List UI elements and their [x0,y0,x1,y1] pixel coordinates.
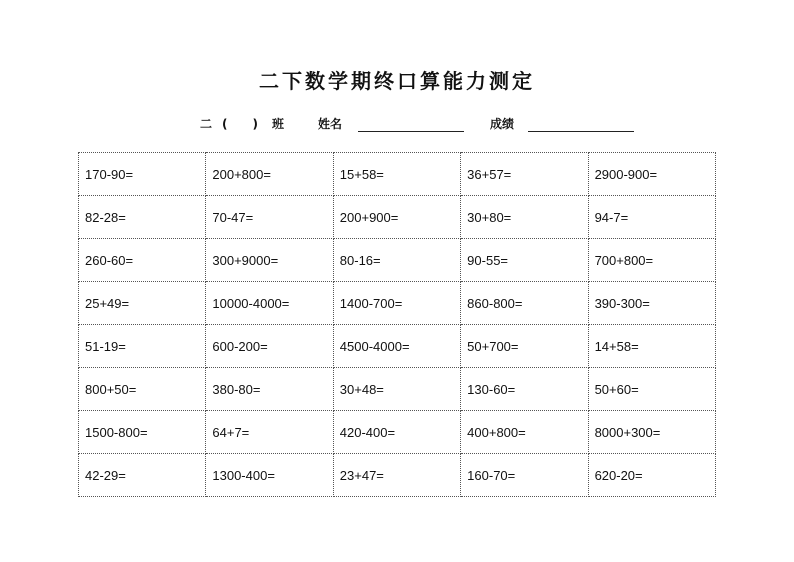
class-number-parens: ( ) [222,117,259,131]
problem-cell: 700+800= [588,239,715,282]
problem-cell: 70-47= [206,196,333,239]
problem-cell: 420-400= [333,411,460,454]
problem-cell: 380-80= [206,368,333,411]
problem-cell: 94-7= [588,196,715,239]
problem-cell: 14+58= [588,325,715,368]
problem-cell: 36+57= [461,153,588,196]
table-row [79,325,716,368]
problem-cell: 4500-4000= [333,325,460,368]
class-label: 班 [272,117,285,131]
name-label: 姓名 [318,117,343,131]
problem-cell: 400+800= [461,411,588,454]
table-row [79,282,716,325]
problem-cell: 200+900= [333,196,460,239]
problem-cell: 82-28= [79,196,206,239]
table-row [79,411,716,454]
problem-cell: 8000+300= [588,411,715,454]
problem-cell: 30+80= [461,196,588,239]
table-row [79,368,716,411]
arithmetic-problem-table [78,152,716,497]
problem-cell: 2900-900= [588,153,715,196]
score-label: 成绩 [490,117,515,131]
problem-cell: 90-55= [461,239,588,282]
problem-cell: 160-70= [461,454,588,497]
problem-cell: 25+49= [79,282,206,325]
problem-cell: 1400-700= [333,282,460,325]
problem-cell: 80-16= [333,239,460,282]
problem-cell: 30+48= [333,368,460,411]
problem-cell: 860-800= [461,282,588,325]
page-title: 二下数学期终口算能力测定 [259,69,535,93]
problem-cell: 260-60= [79,239,206,282]
problem-cell: 130-60= [461,368,588,411]
problem-cell: 800+50= [79,368,206,411]
score-blank[interactable] [528,131,634,132]
problem-cell: 50+700= [461,325,588,368]
problem-cell: 51-19= [79,325,206,368]
problem-cell: 1500-800= [79,411,206,454]
problem-cell: 170-90= [79,153,206,196]
problem-cell: 10000-4000= [206,282,333,325]
name-blank[interactable] [358,131,464,132]
table-row [79,196,716,239]
problem-cell: 64+7= [206,411,333,454]
problem-cell: 300+9000= [206,239,333,282]
problem-cell: 23+47= [333,454,460,497]
problem-cell: 600-200= [206,325,333,368]
problem-cell: 42-29= [79,454,206,497]
problem-cell: 50+60= [588,368,715,411]
problem-cell: 390-300= [588,282,715,325]
problem-cell: 1300-400= [206,454,333,497]
table-row [79,153,716,196]
problem-cell: 620-20= [588,454,715,497]
problem-cell: 200+800= [206,153,333,196]
table-row [79,239,716,282]
table-row [79,454,716,497]
problem-cell: 15+58= [333,153,460,196]
grade-label: 二 [200,117,213,131]
